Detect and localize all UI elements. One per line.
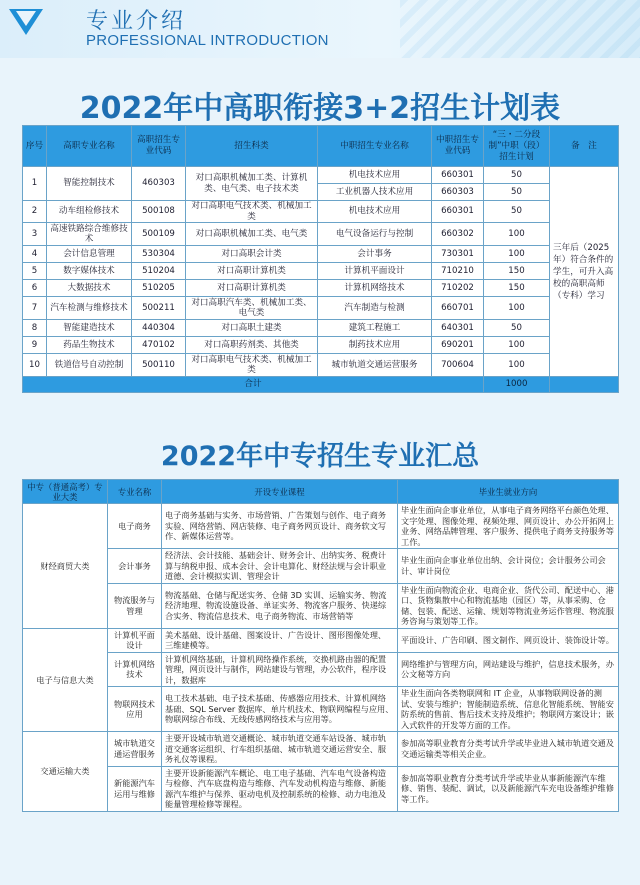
plan-cell-zz-code: 660302: [432, 223, 484, 246]
summary-cell-courses: 主要开设城市轨道交通概论、城市轨道交通车站设备、城市轨道交通客运组织、行车组织基础、城市轨道交通运营安全、服务礼仪等课程。: [162, 732, 398, 767]
plan-cell-zz-name: 计算机网络技术: [318, 280, 432, 297]
major-summary-title: 2022年中专招生专业汇总: [160, 441, 480, 472]
summary-cell-career: 平面设计、广告印刷、图文制作、网页设计、装饰设计等。: [398, 628, 619, 652]
major-summary-table: [22, 479, 619, 812]
plan-cell-category: 对口高职会计类: [186, 246, 318, 263]
plan-cell-hz-name: 大数据技术: [47, 280, 132, 297]
summary-cell-major: 计算机平面设计: [108, 628, 162, 652]
plan-cell-hz-code: 460303: [132, 167, 186, 201]
col-header-career: 毕业生就业方向: [398, 480, 619, 504]
plan-total-row: [23, 377, 619, 393]
plan-cell-hz-name: 汽车检测与维修技术: [47, 297, 132, 320]
summary-row: [23, 549, 619, 584]
summary-cell-career: 毕业生面向各类物联网和 IT 企业，从事物联网设备的测试、安装与维护；智能制造系统、信息化智能系统、智能安防系统的售前、售后技术支持及维护；物联网方案设计；嵌入式软件的开发等方面的工作。: [398, 687, 619, 732]
summary-cell-career: 参加高等职业教育分类考试升学或毕业从事新能源汽车维修、销售、装配、调试，以及新能源汽车充电设备维护维修等工作。: [398, 766, 619, 811]
plan-cell-zz-code: 730301: [432, 246, 484, 263]
plan-cell-hz-name: 数字媒体技术: [47, 263, 132, 280]
summary-row: [23, 766, 619, 811]
col-header-major-name: 专业名称: [108, 480, 162, 504]
plan-cell-zz-code: 700604: [432, 354, 484, 377]
plan-cell-hz-code: 500108: [132, 201, 186, 223]
plan-row: [23, 337, 619, 354]
plan-cell-zz-code: 660301: [432, 167, 484, 184]
plan-cell-category: 对口高职汽车类、机械加工类、电气类: [186, 297, 318, 320]
summary-cell-major: 电子商务: [108, 504, 162, 549]
plan-cell-zz-code: 710202: [432, 280, 484, 297]
plan-row: [23, 280, 619, 297]
summary-row: [23, 652, 619, 687]
summary-cell-career: 网络维护与管理方向，网站建设与维护，信息技术服务，办公文秘等方向: [398, 652, 619, 687]
col-header-hz-name: 高职专业名称: [47, 126, 132, 167]
summary-cell-courses: 电子商务基础与实务、市场营销、广告策划与创作、电子商务实验、网络营销、网店装修、电子商务网页设计、商务软文写作、新媒体运营等。: [162, 504, 398, 549]
col-header-category: 招生科类: [186, 126, 318, 167]
plan-cell-hz-name: 动车组检修技术: [47, 201, 132, 223]
plan-cell-no: 1: [23, 167, 47, 201]
plan-cell-category: 对口高职计算机类: [186, 263, 318, 280]
plan-row: [23, 246, 619, 263]
plan-cell-hz-name: 智能建造技术: [47, 320, 132, 337]
summary-row: [23, 583, 619, 628]
summary-cell-category: 交通运输大类: [23, 732, 108, 812]
plan-cell-zz-code: 690201: [432, 337, 484, 354]
plan-cell-no: 3: [23, 223, 47, 246]
col-header-zz-name: 中职招生专业名称: [318, 126, 432, 167]
col-header-plan: “三・二分段制”中职（段）招生计划: [484, 126, 550, 167]
plan-cell-plan: 150: [484, 280, 550, 297]
plan-cell-no: 7: [23, 297, 47, 320]
plan-table-header-row: [23, 126, 619, 167]
plan-cell-zz-code: 660301: [432, 201, 484, 223]
plan-cell-hz-code: 470102: [132, 337, 186, 354]
plan-row: [23, 167, 619, 184]
plan-row: [23, 201, 619, 223]
plan-cell-category: 对口高职机械加工类、计算机类、电气类、电子技术类: [186, 167, 318, 201]
plan-cell-zz-name: 城市轨道交通运营服务: [318, 354, 432, 377]
plan-cell-hz-name: 高速铁路综合维修技术: [47, 223, 132, 246]
summary-cell-courses: 主要开设新能源汽车概论、电工电子基础、汽车电气设备构造与检修、汽车底盘构造与维修、汽车发动机构造与维修、新能源汽车维护与保养、驱动电机及控制系统的检修、动力电池及能量管理检修等课程。: [162, 766, 398, 811]
plan-cell-zz-code: 640301: [432, 320, 484, 337]
plan-cell-hz-name: 会计信息管理: [47, 246, 132, 263]
plan-cell-category: 对口高职机械加工类、电气类: [186, 223, 318, 246]
header-decoration: [400, 0, 640, 58]
plan-cell-hz-name: 药品生物技术: [47, 337, 132, 354]
plan-cell-category: 对口高职土建类: [186, 320, 318, 337]
plan-cell-plan: 150: [484, 263, 550, 280]
plan-cell-plan: 100: [484, 337, 550, 354]
summary-cell-category: 电子与信息大类: [23, 628, 108, 732]
plan-cell-zz-name: 制药技术应用: [318, 337, 432, 354]
plan-cell-no: 8: [23, 320, 47, 337]
plan-total-empty: [550, 377, 619, 393]
plan-cell-category: 对口高职计算机类: [186, 280, 318, 297]
plan-cell-hz-code: 440304: [132, 320, 186, 337]
plan-row: [23, 263, 619, 280]
plan-row: [23, 354, 619, 377]
summary-cell-major: 会计事务: [108, 549, 162, 584]
header-title-en: PROFESSIONAL INTRODUCTION: [86, 32, 329, 49]
plan-cell-category: 对口高职药剂类、其他类: [186, 337, 318, 354]
summary-cell-courses: 物流基础、仓储与配送实务、仓储 3D 实训、运输实务、物流经济地理、物流设施设备、单证实务、物流客户服务、快递综合实务、物流信息技术、电子商务物流、市场营销等: [162, 583, 398, 628]
summary-cell-career: 参加高等职业教育分类考试升学或毕业进入城市轨道交通及交通运输类等相关企业。: [398, 732, 619, 767]
plan-cell-zz-name: 机电技术应用: [318, 201, 432, 223]
summary-row: [23, 504, 619, 549]
plan-cell-plan: 50: [484, 184, 550, 201]
plan-cell-hz-code: 530304: [132, 246, 186, 263]
plan-cell-zz-name: 机电技术应用: [318, 167, 432, 184]
summary-cell-major: 计算机网络技术: [108, 652, 162, 687]
plan-cell-zz-code: 710210: [432, 263, 484, 280]
col-header-courses: 开设专业课程: [162, 480, 398, 504]
page-header: [0, 0, 640, 58]
summary-cell-major: 新能源汽车运用与维修: [108, 766, 162, 811]
plan-cell-category: 对口高职电气技术类、机械加工类: [186, 201, 318, 223]
plan-cell-category: 对口高职电气技术类、机械加工类: [186, 354, 318, 377]
plan-cell-zz-name: 电气设备运行与控制: [318, 223, 432, 246]
plan-cell-hz-code: 500110: [132, 354, 186, 377]
plan-row: [23, 297, 619, 320]
plan-cell-zz-name: 建筑工程施工: [318, 320, 432, 337]
plan-table-title: 2022年中高职衔接3+2招生计划表: [79, 91, 561, 126]
summary-cell-major: 物流服务与管理: [108, 583, 162, 628]
plan-cell-plan: 100: [484, 297, 550, 320]
plan-cell-hz-name: 铁道信号自动控制: [47, 354, 132, 377]
plan-cell-zz-name: 计算机平面设计: [318, 263, 432, 280]
plan-cell-no: 9: [23, 337, 47, 354]
plan-cell-zz-name: 汽车制造与检测: [318, 297, 432, 320]
plan-cell-zz-code: 660303: [432, 184, 484, 201]
plan-cell-zz-name: 工业机器人技术应用: [318, 184, 432, 201]
col-header-zz-code: 中职招生专业代码: [432, 126, 484, 167]
plan-row: [23, 223, 619, 246]
plan-cell-plan: 100: [484, 354, 550, 377]
summary-table-header-row: [23, 480, 619, 504]
plan-cell-hz-code: 500211: [132, 297, 186, 320]
plan-cell-plan: 50: [484, 320, 550, 337]
plan-cell-no: 5: [23, 263, 47, 280]
summary-cell-category: 财经商贸大类: [23, 504, 108, 629]
col-header-hz-code: 高职招生专业代码: [132, 126, 186, 167]
summary-cell-career: 毕业生面向物流企业、电商企业、货代公司、配送中心、港口、货物集散中心和物流基地（园区）等，从事采购、仓储、包装、配送、运输、规划等物流业务运作管理、物流服务咨询与策划等工作。: [398, 583, 619, 628]
plan-cell-hz-code: 510204: [132, 263, 186, 280]
summary-cell-courses: 计算机网络基础，计算机网络操作系统，交换机路由器的配置管理，网页设计与制作，网站建设与管理，办公软件，程序设计，数据库: [162, 652, 398, 687]
summary-cell-major: 城市轨道交通运营服务: [108, 732, 162, 767]
plan-cell-plan: 50: [484, 201, 550, 223]
plan-cell-zz-name: 会计事务: [318, 246, 432, 263]
enrollment-plan-table: [22, 125, 619, 393]
summary-cell-career: 毕业生面向企事业单位，从事电子商务网络平台颜色处理、文字处理、图像处理、视频处理、网页设计、办公开拓网上业务、网络品牌管理、客户服务、提供电子商务支持服务等工作。: [398, 504, 619, 549]
col-header-note: 备 注: [550, 126, 619, 167]
plan-cell-hz-code: 500109: [132, 223, 186, 246]
header-title-cn: 专业介绍: [86, 9, 187, 34]
plan-cell-plan: 50: [484, 167, 550, 184]
summary-cell-courses: 经济法、会计技能、基础会计、财务会计、出纳实务、税费计算与纳税申报、成本会计、会计电算化、财经法规与会计职业道德、会计模拟实训、管理会计: [162, 549, 398, 584]
plan-cell-zz-code: 660701: [432, 297, 484, 320]
summary-cell-major: 物联网技术应用: [108, 687, 162, 732]
summary-cell-courses: 美术基础、设计基础、图案设计、广告设计、图形图像处理、三维建模等。: [162, 628, 398, 652]
col-header-major-category: 中专（普通高考）专业大类: [23, 480, 108, 504]
plan-cell-hz-code: 510205: [132, 280, 186, 297]
summary-cell-career: 毕业生面向企事业单位出纳、会计岗位；会计服务公司会计、审计岗位: [398, 549, 619, 584]
plan-cell-no: 2: [23, 201, 47, 223]
plan-row: [23, 320, 619, 337]
summary-cell-courses: 电工技术基础、电子技术基础、传感器应用技术、计算机网络基础、SQL Server 数据库、单片机技术、物联网编程与应用、物联网综合布线、无线传感网络技术与应用等。: [162, 687, 398, 732]
plan-cell-hz-name: 智能控制技术: [47, 167, 132, 201]
summary-row: [23, 628, 619, 652]
plan-total-value: 1000: [484, 377, 550, 393]
summary-row: [23, 687, 619, 732]
plan-cell-no: 6: [23, 280, 47, 297]
plan-cell-no: 4: [23, 246, 47, 263]
plan-cell-no: 10: [23, 354, 47, 377]
plan-note: 三年后（2025年）符合条件的学生，可升入高校的高职高师（专科）学习: [550, 167, 619, 377]
plan-cell-plan: 100: [484, 246, 550, 263]
plan-cell-plan: 100: [484, 223, 550, 246]
col-header-no: 序号: [23, 126, 47, 167]
summary-row: [23, 732, 619, 767]
plan-total-label: 合计: [23, 377, 484, 393]
triangle-inner-icon: [16, 11, 36, 26]
